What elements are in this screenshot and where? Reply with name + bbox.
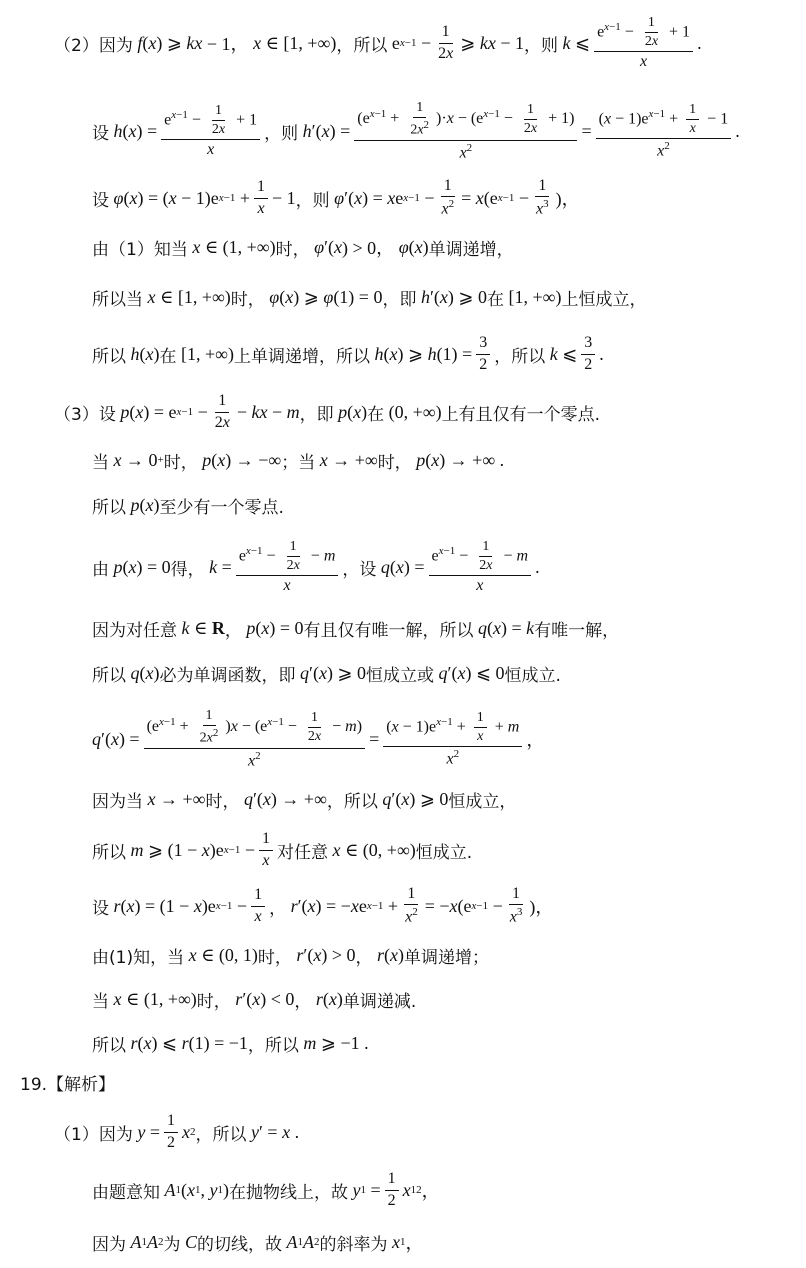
zero-exists-line: 所以 p ( x ) 至少有一个零点. [92, 494, 284, 518]
conclusion-line: 所以 r ( x ) ⩽ r (1) = −1 ，所以 m ⩾ −1 . [92, 1032, 369, 1056]
r-def-line: 设 r ( x ) = (1 − x )e x −1 − $\frac{1}{x}$ ， r ′( x ) = − x e x −1 + $\frac{1}{x^2}$ = − x (e x −1 − $\frac{1}{x^3}$ )， [92, 884, 554, 926]
q19-part1-line: （1） 因为 y = $\frac{1}{2}$ x 2 ，所以 y ′ = x . [54, 1112, 300, 1151]
question-19-heading: 19.【解析】 [20, 1074, 116, 1095]
part2-line: （2） 因为 f ( x ) ⩾ kx − 1， x ∈ [1, +∞) ，所以 e x −1 − $\frac{1}{2x}$ ⩾ kx − 1 ，则 k ⩽ $e^{x-1}$ − $\frac{1}{2x}$ + 1 x . [54, 14, 702, 70]
q-def-line: 由 p ( x ) = 0 得， k = $e^{x-1}$ − $\frac{1}{2x}$ − m x ，设 q ( x ) = $e^{x-1}$ − $\frac{1}{2x}$ − m x . [92, 538, 540, 594]
h-prime-line: 所以当 x ∈ [1, +∞) 时， φ ( x ) ⩾ φ (1) = 0 ，即 h ′( x ) ⩾ 0 在 [1, +∞) 上恒成立， [92, 286, 647, 310]
q-prime-limit-line: 因为当 x → +∞ 时， q ′( x ) → +∞ ，所以 q ′( x ) ⩾ 0 恒成立， [92, 788, 517, 812]
r-decrease-line: 当 x ∈ (1, +∞) 时， r ′( x ) < 0 ， r ( x ) 单调递减. [92, 988, 417, 1012]
q19-tangent-line: 因为 A 1 A 2 为 C 的切线，故 A 1 A 2 的斜率为 x 1 ， [92, 1231, 424, 1255]
r-increase-line: 由(1)知，当 x ∈ (0, 1) 时， r ′( x ) > 0 ， r ( x ) 单调递增； [92, 944, 490, 968]
unique-solution-line: 因为对任意 k ∈ R ， p ( x ) = 0 有且仅有唯一解，所以 q ( x ) = k 有唯一解， [92, 617, 620, 641]
phi-mono-line: 由（1）知当 x ∈ (1, +∞) 时， φ ′( x ) > 0， φ ( x ) 单调递增， [92, 236, 514, 260]
m-condition-line: 所以 m ⩾ (1 − x )e x −1 − $\frac{1}{x}$ 对任意 x ∈ (0, +∞) 恒成立. [92, 830, 473, 869]
q-prime-line: q ′( x ) = ($e^{x-1}$ + $\frac{1}{2x^2}$ )$x - (e^{x-1}$ − $\frac{1}{2x}$ − m) $x^2$ = $(x - 1)e^{x-1}$ + $\frac{1}{x}$ + m $x^2$ ， [92, 707, 545, 769]
q19-point-line: 由题意知 A 1 ( x 1 , y 1 ) 在抛物线上，故 y 1 = $\frac{1}{2}$ x 1 2 ， [92, 1170, 440, 1209]
h-mono-line: 所以 h ( x ) 在 [1, +∞) 上单调递增，所以 h ( x ) ⩾ h (1) = $\frac{3}{2}$ ，所以 k ⩽ $\frac{3}{2}$ . [92, 334, 604, 373]
phi-def-line: 设 φ ( x ) = ( x − 1)e x −1 + $\frac{1}{x}$ − 1 ，则 φ ′( x ) = x e x −1 − $\frac{1}{x^2}$ = x (e x −1 − $\frac{1}{x^3}$ )， [92, 176, 580, 218]
limit-line: 当 x → 0 + 时， p ( x ) → −∞ ；当 x → +∞ 时， p ( x ) → +∞ . [92, 449, 505, 473]
part3-line: （3） 设 p ( x ) = e x −1 − $\frac{1}{2x}$ − kx − m ，即 p ( x ) 在 (0, +∞) 上有且仅有一个零点. [54, 392, 601, 431]
monotone-line: 所以 q ( x ) 必为单调函数，即 q ′( x ) ⩾ 0 恒成立或 q ′( x ) ⩽ 0 恒成立. [92, 662, 561, 686]
h-def-line: 设 h ( x ) = $e^{x-1}$ − $\frac{1}{2x}$ + 1 x ，则 h ′( x ) = ($e^{x-1}$ + $\frac{1}{2x^2}$ )$\cdot x - (e^{x-1}$ − $\frac{1}{2x}$ + 1) $x^2$ = $(x - 1)e^{x-1}$ + $\frac{1}{x}$ − 1 $x^2$ . [92, 99, 740, 161]
